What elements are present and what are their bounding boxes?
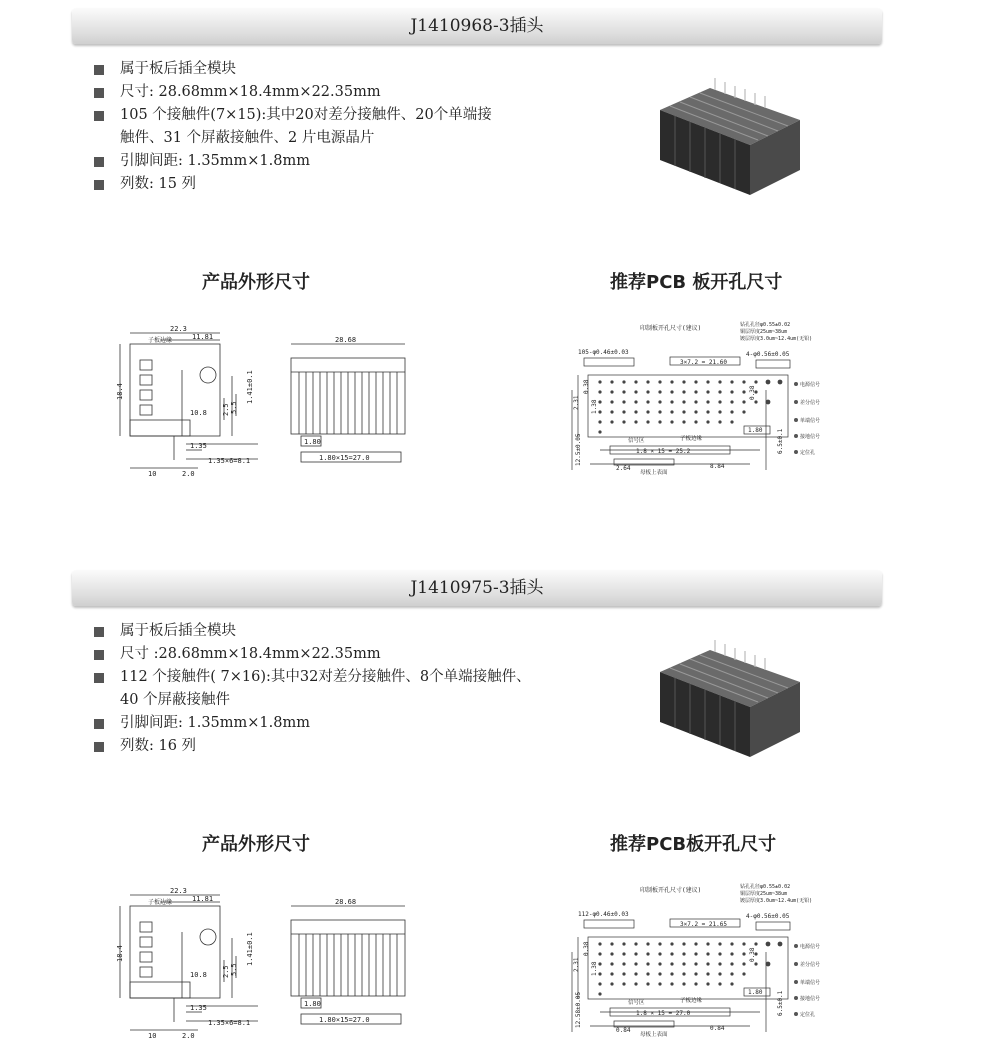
svg-text:接地信号: 接地信号 — [800, 996, 821, 1002]
svg-text:定位孔: 定位孔 — [800, 450, 816, 456]
svg-text:5.5: 5.5 — [230, 963, 238, 976]
svg-text:1.80: 1.80 — [748, 989, 763, 996]
svg-text:信号区: 信号区 — [628, 438, 645, 444]
svg-text:0.38: 0.38 — [749, 947, 756, 962]
svg-text:印制板开孔尺寸(建议): 印制板开孔尺寸(建议) — [640, 887, 702, 894]
svg-text:1.80: 1.80 — [304, 1000, 321, 1008]
feature-item: 列数: 16 列 — [92, 735, 572, 758]
pcb-heading: 推荐PCB 板开孔尺寸 — [610, 272, 783, 293]
svg-text:电源信号: 电源信号 — [800, 944, 821, 950]
svg-text:1.41±0.1: 1.41±0.1 — [246, 932, 254, 966]
svg-text:定位孔: 定位孔 — [800, 1012, 816, 1018]
bullet-square-icon — [94, 673, 104, 683]
product-title: J1410975-3插头 — [72, 570, 882, 606]
svg-text:10.8: 10.8 — [190, 409, 207, 417]
feature-list — [92, 58, 572, 196]
bullet-square-icon — [94, 650, 104, 660]
product-title: J1410968-3插头 — [72, 8, 882, 44]
svg-text:1.8 × 15 = 27.0: 1.8 × 15 = 27.0 — [636, 1010, 691, 1017]
bullet-square-icon — [94, 180, 104, 190]
svg-text:1.35×6=8.1: 1.35×6=8.1 — [208, 457, 251, 465]
svg-text:印制板开孔尺寸(建议): 印制板开孔尺寸(建议) — [640, 325, 702, 332]
feature-item: 105 个接触件(7×15):其中20对差分接触件、20个单端接 触件、31 个屏蔽接触件、2 片电源晶片 — [92, 104, 572, 150]
feature-item: 引脚间距: 1.35mm×1.8mm — [92, 712, 572, 735]
side-view-drawing — [108, 882, 283, 1042]
svg-text:4-φ0.56±0.05: 4-φ0.56±0.05 — [746, 913, 790, 920]
outline-heading: 产品外形尺寸 — [202, 272, 310, 293]
feature-list — [92, 620, 572, 758]
svg-text:2.5: 2.5 — [222, 403, 230, 416]
svg-text:母板上表面: 母板上表面 — [640, 470, 668, 476]
svg-text:12.5±0.05: 12.5±0.05 — [575, 433, 582, 466]
connector-photo — [650, 632, 810, 762]
svg-text:0.38: 0.38 — [583, 379, 590, 394]
svg-text:钻孔孔径φ0.55±0.02: 钻孔孔径φ0.55±0.02 — [740, 884, 791, 890]
svg-text:信号区: 信号区 — [628, 1000, 645, 1006]
svg-text:1.80×15=27.0: 1.80×15=27.0 — [319, 1016, 370, 1024]
svg-text:母板上表面: 母板上表面 — [640, 1032, 668, 1038]
svg-text:1.80: 1.80 — [304, 438, 321, 446]
svg-text:18.4: 18.4 — [116, 383, 124, 400]
svg-text:2.31: 2.31 — [573, 957, 580, 972]
svg-text:2.31: 2.31 — [573, 395, 580, 410]
product-section-2 — [0, 562, 1000, 1057]
feature-item: 尺寸: 28.68mm×18.4mm×22.35mm — [92, 81, 572, 104]
svg-text:105-φ0.46±0.03: 105-φ0.46±0.03 — [578, 349, 629, 356]
svg-text:1.8 × 15 = 25.2: 1.8 × 15 = 25.2 — [636, 448, 691, 455]
front-view-drawing — [285, 894, 410, 1034]
pcb-hole-drawing — [570, 320, 821, 490]
outline-heading: 产品外形尺寸 — [202, 834, 310, 855]
svg-text:10: 10 — [148, 1032, 157, 1040]
svg-text:子板边缘: 子板边缘 — [148, 337, 173, 344]
bullet-square-icon — [94, 65, 104, 75]
svg-text:铜层厚度25um~38um: 铜层厚度25um~38um — [740, 329, 788, 335]
feature-item: 112 个接触件( 7×16):其中32对差分接触件、8个单端接触件、 40 个屏蔽接触件 — [92, 666, 572, 712]
svg-text:镀层厚度3.0um~12.4um(无铅): 镀层厚度3.0um~12.4um(无铅) — [740, 898, 813, 904]
svg-text:28.68: 28.68 — [335, 336, 357, 344]
svg-text:3×7.2 = 21.65: 3×7.2 = 21.65 — [680, 921, 727, 928]
svg-text:0.84: 0.84 — [710, 1025, 725, 1032]
feature-item: 属于板后插全模块 — [92, 620, 572, 643]
svg-text:18.4: 18.4 — [116, 945, 124, 962]
svg-text:10: 10 — [148, 470, 157, 478]
svg-text:钻孔孔径φ0.55±0.02: 钻孔孔径φ0.55±0.02 — [740, 322, 791, 328]
svg-text:8.84: 8.84 — [710, 463, 725, 470]
svg-text:10.8: 10.8 — [190, 971, 207, 979]
svg-text:1.35: 1.35 — [190, 442, 207, 450]
svg-text:0.84: 0.84 — [616, 1027, 631, 1034]
feature-item: 引脚间距: 1.35mm×1.8mm — [92, 150, 572, 173]
svg-text:4-φ0.56±0.05: 4-φ0.56±0.05 — [746, 351, 790, 358]
svg-text:0.38: 0.38 — [583, 941, 590, 956]
svg-text:2.5: 2.5 — [222, 965, 230, 978]
bullet-square-icon — [94, 111, 104, 121]
svg-text:电源信号: 电源信号 — [800, 382, 821, 388]
connector-photo — [650, 70, 810, 200]
svg-text:1.38: 1.38 — [591, 961, 598, 976]
side-view-drawing — [108, 320, 283, 480]
svg-text:镀层厚度3.0um~12.4um(无铅): 镀层厚度3.0um~12.4um(无铅) — [740, 336, 813, 342]
svg-text:1.80×15=27.0: 1.80×15=27.0 — [319, 454, 370, 462]
bullet-square-icon — [94, 719, 104, 729]
front-view-drawing — [285, 332, 410, 472]
svg-text:5.5: 5.5 — [230, 401, 238, 414]
svg-text:28.68: 28.68 — [335, 898, 357, 906]
svg-text:子板边缘: 子板边缘 — [680, 436, 703, 442]
pcb-hole-drawing — [570, 882, 821, 1052]
svg-text:2.0: 2.0 — [182, 470, 195, 478]
svg-text:1.38: 1.38 — [591, 399, 598, 414]
svg-text:3×7.2 = 21.60: 3×7.2 = 21.60 — [680, 359, 727, 366]
svg-text:单端信号: 单端信号 — [800, 418, 821, 424]
svg-text:22.3: 22.3 — [170, 887, 187, 895]
svg-text:6.5±0.1: 6.5±0.1 — [777, 990, 784, 1016]
svg-text:6.5±0.1: 6.5±0.1 — [777, 428, 784, 454]
svg-text:22.3: 22.3 — [170, 325, 187, 333]
svg-text:1.41±0.1: 1.41±0.1 — [246, 370, 254, 404]
bullet-square-icon — [94, 157, 104, 167]
bullet-square-icon — [94, 88, 104, 98]
feature-item: 属于板后插全模块 — [92, 58, 572, 81]
svg-text:2.64: 2.64 — [616, 465, 631, 472]
svg-text:差分信号: 差分信号 — [800, 400, 821, 406]
bullet-square-icon — [94, 742, 104, 752]
pcb-heading: 推荐PCB板开孔尺寸 — [610, 834, 777, 855]
feature-item: 尺寸 :28.68mm×18.4mm×22.35mm — [92, 643, 572, 666]
feature-item: 列数: 15 列 — [92, 173, 572, 196]
svg-text:11.81: 11.81 — [192, 895, 214, 903]
svg-text:差分信号: 差分信号 — [800, 962, 821, 968]
svg-text:2.0: 2.0 — [182, 1032, 195, 1040]
svg-text:1.35: 1.35 — [190, 1004, 207, 1012]
svg-text:1.35×6=8.1: 1.35×6=8.1 — [208, 1019, 251, 1027]
svg-text:铜层厚度25um~38um: 铜层厚度25um~38um — [740, 891, 788, 897]
svg-text:子板边缘: 子板边缘 — [680, 998, 703, 1004]
svg-text:接地信号: 接地信号 — [800, 434, 821, 440]
bullet-square-icon — [94, 627, 104, 637]
svg-text:112-φ0.46±0.03: 112-φ0.46±0.03 — [578, 911, 629, 918]
svg-text:12.58±0.05: 12.58±0.05 — [575, 991, 582, 1028]
svg-text:0.38: 0.38 — [749, 385, 756, 400]
svg-text:子板边缘: 子板边缘 — [148, 899, 173, 906]
svg-text:11.81: 11.81 — [192, 333, 214, 341]
svg-text:单端信号: 单端信号 — [800, 980, 821, 986]
svg-text:1.80: 1.80 — [748, 427, 763, 434]
